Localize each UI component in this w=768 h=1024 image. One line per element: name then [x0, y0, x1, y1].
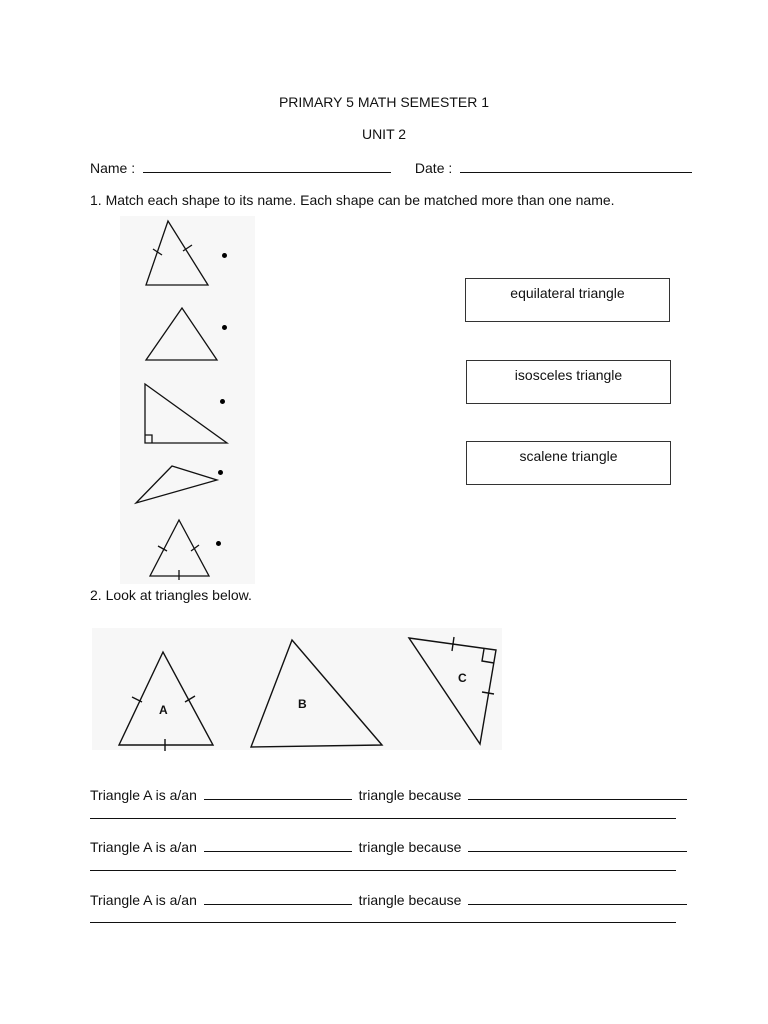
question-1-instruction: 1. Match each shape to its name. Each shape can be matched more than one name. — [90, 192, 615, 208]
name-label: Name : — [90, 160, 136, 176]
triangle-a — [119, 652, 213, 751]
date-label: Date : — [414, 160, 453, 176]
answer-row-middle: triangle because — [358, 892, 462, 908]
answer-row-prefix: Triangle A is a/an — [90, 839, 197, 855]
triangle-c-label: C — [458, 671, 467, 685]
triangle-a-label: A — [159, 703, 168, 717]
answer-2-reason-field[interactable] — [468, 837, 687, 852]
triangle-b — [251, 640, 382, 747]
triangle-c — [409, 637, 496, 744]
option-equilateral-triangle[interactable]: equilateral triangle — [465, 278, 670, 322]
answer-3-reason-field[interactable] — [468, 890, 687, 905]
page-title: PRIMARY 5 MATH SEMESTER 1 — [278, 94, 490, 110]
answer-1-continuation-line[interactable] — [90, 818, 676, 819]
answer-row-middle: triangle because — [358, 839, 462, 855]
question-2-instruction: 2. Look at triangles below. — [90, 587, 252, 603]
option-isosceles-triangle[interactable]: isosceles triangle — [466, 360, 671, 404]
answer-row-middle: triangle because — [358, 787, 462, 803]
answer-row-2 — [90, 837, 676, 855]
answer-3-continuation-line[interactable] — [90, 922, 676, 923]
answer-row-3 — [90, 890, 676, 908]
triangle-b-label: B — [298, 697, 307, 711]
answer-row-1 — [90, 785, 676, 803]
answer-2-type-field[interactable] — [204, 837, 352, 852]
option-scalene-triangle[interactable]: scalene triangle — [466, 441, 671, 485]
answer-row-prefix: Triangle A is a/an — [90, 892, 197, 908]
unit-title: UNIT 2 — [361, 126, 407, 142]
answer-2-continuation-line[interactable] — [90, 870, 676, 871]
answer-1-type-field[interactable] — [204, 785, 352, 800]
answer-3-type-field[interactable] — [204, 890, 352, 905]
answer-row-prefix: Triangle A is a/an — [90, 787, 197, 803]
answer-1-reason-field[interactable] — [468, 785, 687, 800]
